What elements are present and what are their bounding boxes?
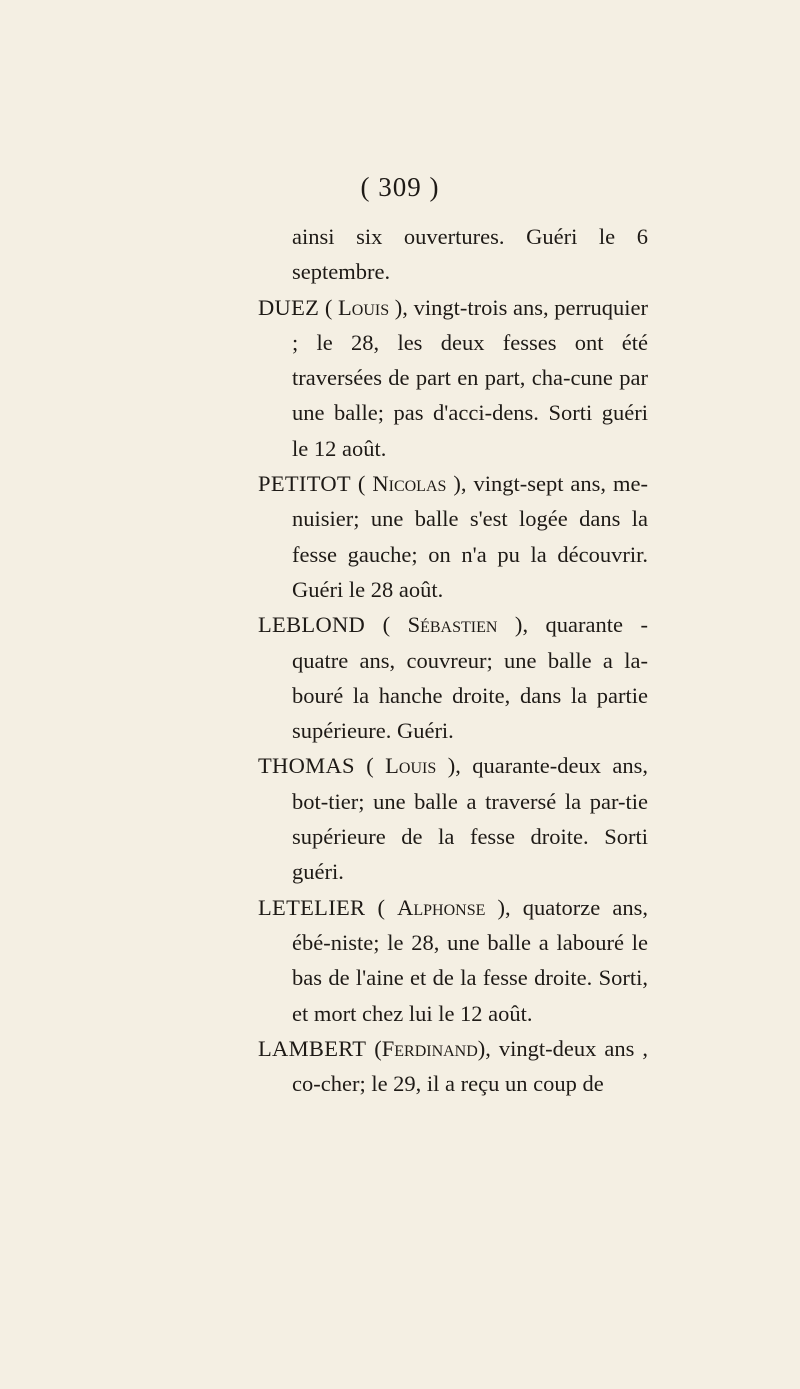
entry-text: , vingt-sept ans, me-nuisier; une balle s'est logée dans la fesse gauche; on n'a pu la découvrir. Guéri le 28 août. bbox=[292, 471, 648, 602]
entry-surname: DUEZ bbox=[258, 294, 320, 320]
page-number: ( 309 ) bbox=[360, 172, 440, 202]
entry-surname: THOMAS bbox=[258, 753, 355, 779]
entry-text: , quarante-deux ans, bot-tier; une balle a traversé la par-tie supérieure de la fesse droite. Sorti guéri. bbox=[292, 753, 648, 885]
entry-continuation bbox=[258, 219, 648, 290]
entry-thomas: THOMAS ( Louis ), quarante-deux ans, bot-tier; une balle a traversé la par-tie supérieure de la fesse droite. Sorti guéri. bbox=[258, 753, 648, 885]
entry-duez: DUEZ ( Louis ), vingt-trois ans, perruquier ; le 28, les deux fesses ont été traversées de part en part, cha-cune par une balle; pas d'acci-dens. Sorti guéri le 12 août. bbox=[258, 294, 648, 461]
entry-given-name: Alphonse bbox=[397, 894, 486, 920]
entry-given-name: Louis bbox=[338, 294, 390, 320]
entry-letelier: LETELIER ( Alphonse ), quatorze ans, ébé-niste; le 28, une balle a labouré le bas de l'aine et de la fesse droite. Sorti, et mort chez lui le 12 août. bbox=[258, 894, 648, 1026]
entry-text: , vingt-trois ans, perruquier ; le 28, les deux fesses ont été traversées de part en part, cha-cune par une balle; pas d'acci-dens. Sorti guéri le 12 août. bbox=[292, 294, 648, 461]
entry-text: ainsi six ouvertures. Guéri le 6 septembre. bbox=[292, 224, 648, 285]
entry-text: , quarante - quatre ans, couvreur; une balle a la-bouré la hanche droite, dans la partie supérieure. Guéri. bbox=[292, 612, 649, 744]
entry-petitot: PETITOT ( Nicolas ), vingt-sept ans, me-nuisier; une balle s'est logée dans la fesse gauche; on n'a pu la découvrir. Guéri le 28 août. bbox=[258, 471, 648, 602]
entry-surname: LETELIER bbox=[258, 894, 366, 920]
entry-lambert: LAMBERT (Ferdinand), vingt-deux ans , co-cher; le 29, il a reçu un coup de bbox=[258, 1035, 648, 1097]
entry-surname: LAMBERT bbox=[258, 1035, 367, 1061]
entry-surname: LEBLOND bbox=[258, 612, 366, 638]
entry-text: , vingt-deux ans , co-cher; le 29, il a reçu un coup de bbox=[292, 1035, 648, 1097]
entry-leblond: LEBLOND ( Sébastien ), quarante - quatre ans, couvreur; une balle a la-bouré la hanche droite, dans la partie supérieure. Guéri. bbox=[258, 612, 649, 744]
entry-given-name: Ferdinand bbox=[381, 1035, 478, 1061]
entry-text: , quatorze ans, ébé-niste; le 28, une balle a labouré le bas de l'aine et de la fesse droite. Sorti, et mort chez lui le 12 août. bbox=[292, 894, 648, 1026]
entry-given-name: Louis bbox=[385, 753, 437, 779]
entry-given-name: Sébastien bbox=[407, 612, 498, 638]
entry-surname: PETITOT bbox=[258, 471, 351, 497]
page-text bbox=[258, 219, 648, 1101]
entry-given-name: Nicolas bbox=[372, 471, 447, 497]
